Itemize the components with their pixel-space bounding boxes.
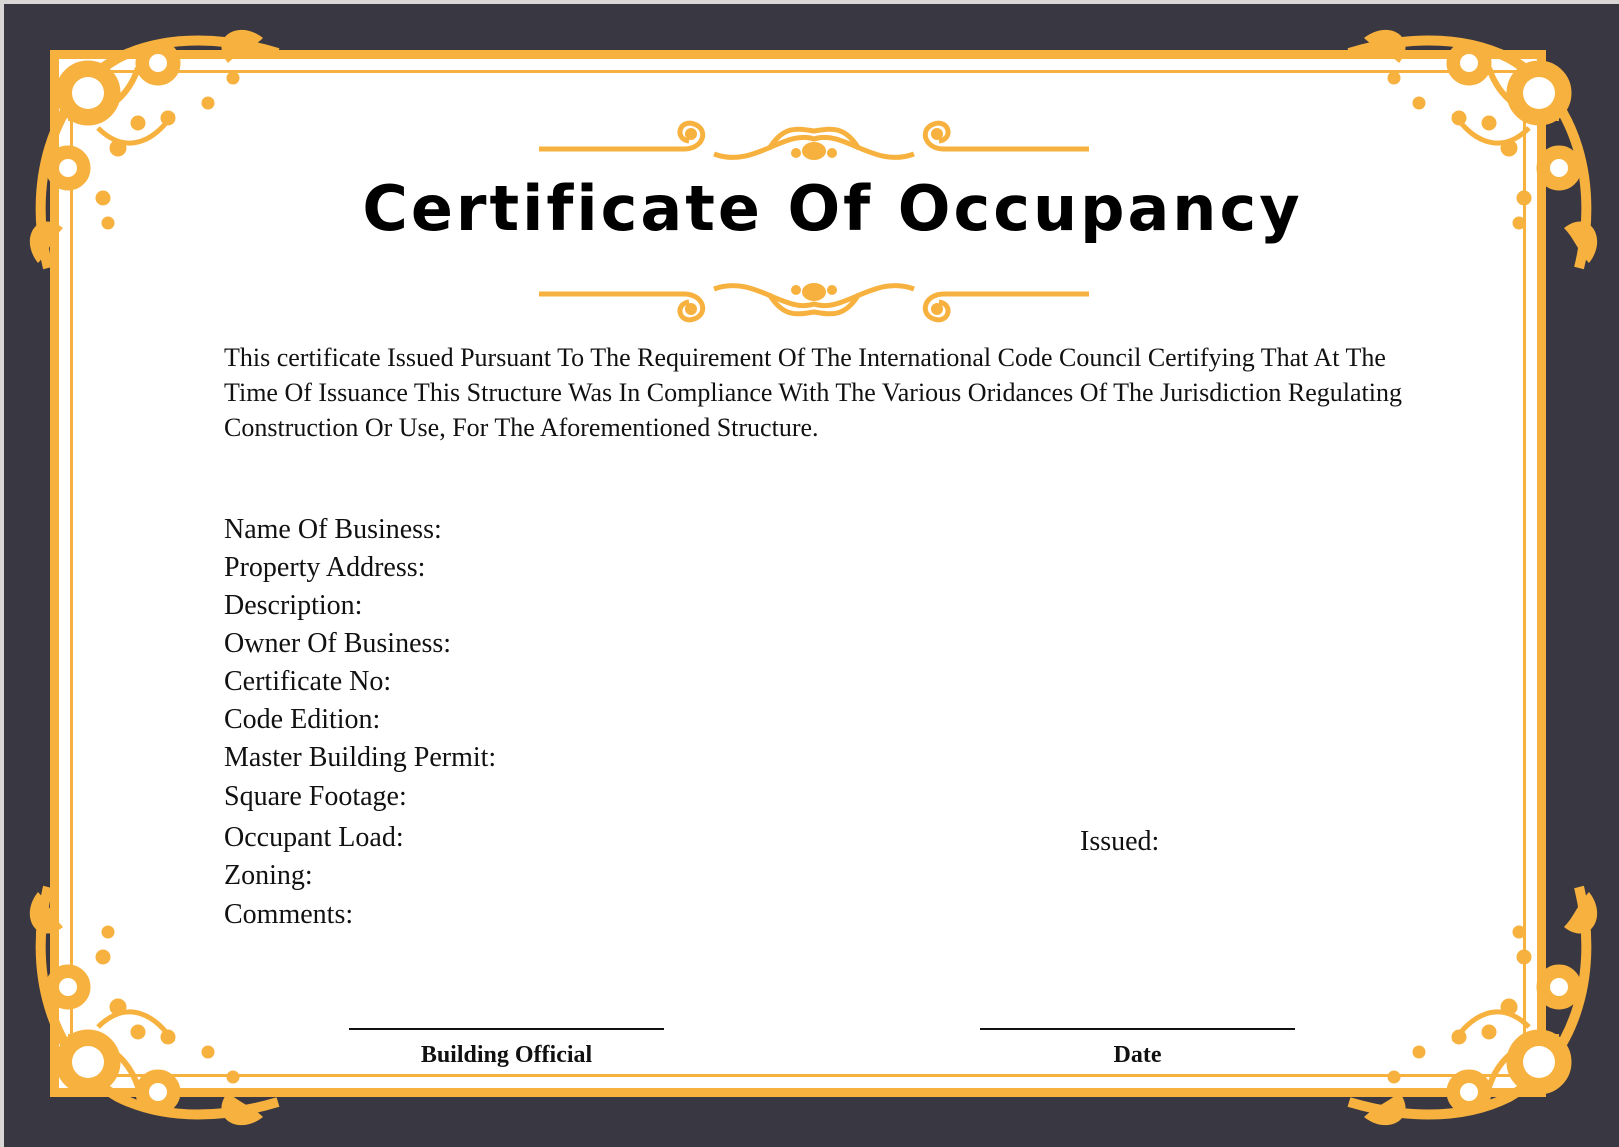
certificate-title: Certificate Of Occupancy: [362, 172, 1303, 245]
date-label: Date: [1113, 1042, 1162, 1068]
certificate-intro-text: This certificate Issued Pursuant To The Requirement Of The International Code Council Certifying That At The Time Of Issuance This Structure Was In Compliance With The Various Oridances Of The Jurisdiction Regulating Construction Or Use, For The Aforementioned Structure.: [224, 343, 1402, 442]
field-certificate-no: Certificate No:: [224, 666, 392, 697]
date-signature-line: [980, 1028, 1295, 1030]
field-zoning: Zoning:: [224, 860, 313, 891]
field-property-address: Property Address:: [224, 552, 426, 583]
building-official-label: Building Official: [420, 1042, 593, 1068]
certificate: [4, 4, 1619, 1147]
field-owner-of-business: Owner Of Business:: [224, 628, 452, 659]
issued-label: Issued:: [1080, 826, 1160, 857]
corner-ornament-top-left: [8, 8, 328, 328]
title-flourish-bottom: [534, 254, 1094, 334]
field-occupant-load: Occupant Load:: [224, 822, 404, 853]
building-official-signature-line: [349, 1028, 664, 1030]
corner-ornament-top-right: [1299, 8, 1619, 328]
corner-ornament-bottom-right: [1299, 827, 1619, 1147]
field-code-edition: Code Edition:: [224, 704, 381, 735]
field-square-footage: Square Footage:: [224, 781, 407, 812]
field-comments: Comments:: [224, 899, 354, 930]
field-description: Description:: [224, 590, 363, 621]
field-name-of-business: Name Of Business:: [224, 514, 442, 545]
field-master-building-permit: Master Building Permit:: [224, 742, 497, 773]
